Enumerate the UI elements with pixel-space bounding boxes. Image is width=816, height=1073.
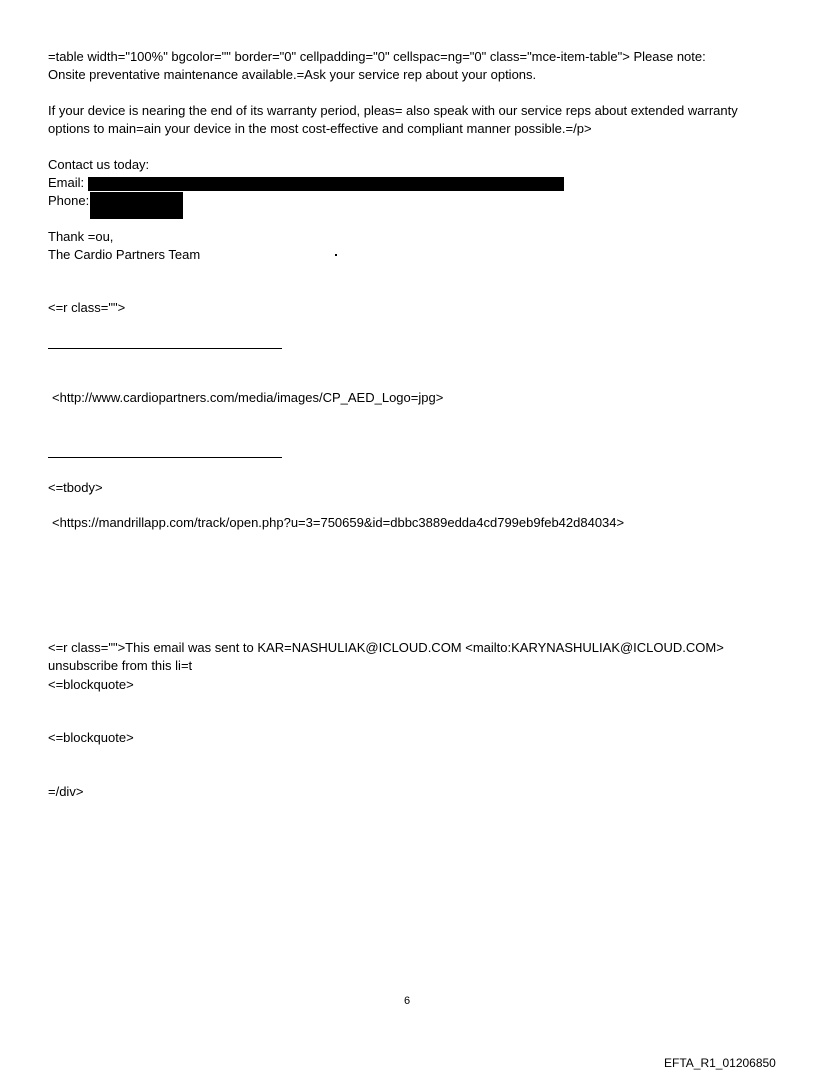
blockquote-tag-1: <=blockquote> [48,677,134,692]
team-signature: The Cardio Partners Team [48,247,201,262]
thank-you-line: Thank =ou, [48,229,114,244]
contact-heading: Contact us today: [48,157,150,172]
phone-redaction [90,192,183,219]
email-redaction [88,177,564,191]
warranty-paragraph-line2: options to main=ain your device in the most cost-effective and compliant manner possible.=/p> [48,121,592,136]
blockquote-tag-2: <=blockquote> [48,730,134,745]
logo-url: <http://www.cardiopartners.com/media/images/CP_AED_Logo=jpg> [52,390,444,405]
hr-tag-text: <=r class=""> [48,300,126,315]
warranty-paragraph-line1: If your device is nearing the end of its warranty period, pleas= also speak with our service reps about extended warranty [48,103,738,118]
table-markup-line: =table width="100%" bgcolor="" border="0" cellpadding="0" cellspac=ng="0" class="mce-item-table"> Please note: [48,49,706,64]
horizontal-rule-bottom [48,457,282,458]
tracking-url: <https://mandrillapp.com/track/open.php?u=3=750659&id=dbbc3889edda4cd799eb9feb42d84034> [52,515,625,530]
stray-mark [335,254,337,256]
page-number: 6 [404,995,411,1007]
div-close-tag: =/div> [48,784,84,799]
unsubscribe-line: unsubscribe from this li=t [48,658,193,673]
horizontal-rule-top [48,348,282,349]
bates-number: EFTA_R1_01206850 [664,1056,776,1070]
email-label: Email: [48,175,85,190]
sent-to-line: <=r class="">This email was sent to KAR=NASHULIAK@ICLOUD.COM <mailto:KARYNASHULIAK@ICLOUD.COM> [48,640,724,655]
phone-label: Phone: [48,193,90,208]
maintenance-note-line: Onsite preventative maintenance available.=Ask your service rep about your options. [48,67,537,82]
tbody-tag-text: <=tbody> [48,480,103,495]
